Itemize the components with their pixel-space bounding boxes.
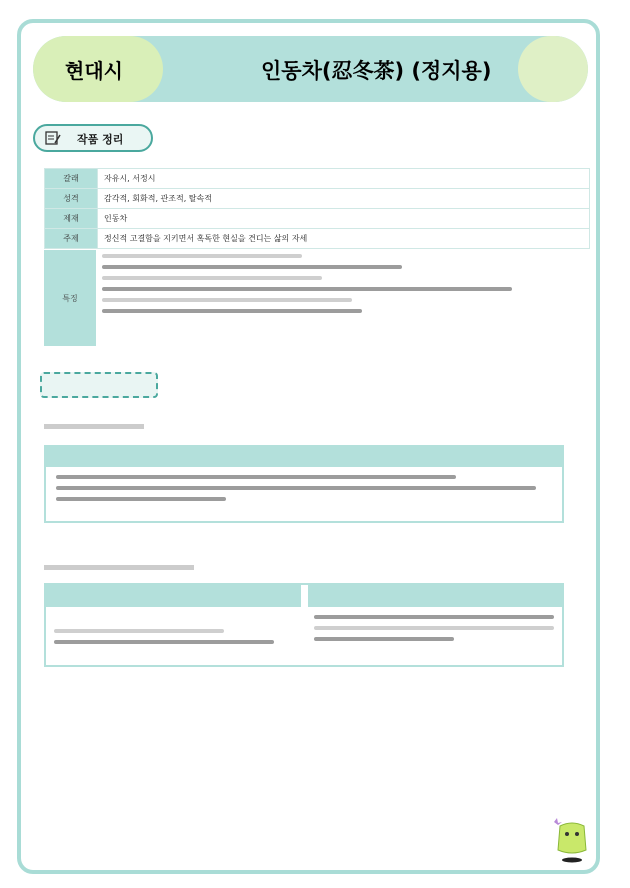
obscured-col-header-right [308,585,562,607]
analysis-section-pill-obscured [40,372,158,398]
mascot-illustration [552,816,592,864]
obscured-box-1 [44,445,564,523]
row-key: 갈래 [45,169,98,189]
obscured-col-right-body [314,615,554,648]
obscured-subheading [44,424,144,429]
summary-section-pill [33,124,153,152]
obscured-col-left-body [54,629,284,651]
category-label: 현대시 [65,59,123,83]
obscured-subheading-2 [44,565,194,570]
obscured-box-header [46,447,562,467]
obscured-col-header-left [46,585,301,607]
features-key: 특징 [44,250,96,346]
row-key: 제재 [45,209,98,229]
table-row [45,229,590,249]
obscured-box-body [46,467,562,516]
row-key: 성격 [45,189,98,209]
banner-right-accent [518,36,588,102]
summary-table [44,168,590,249]
title-banner [33,36,588,102]
row-value: 자유시, 서정시 [98,169,590,189]
memo-pencil-icon [45,130,61,146]
features-block [44,250,590,350]
features-list-obscured [102,254,582,320]
table-row [45,209,590,229]
row-value: 정신적 고결함을 지키면서 혹독한 현실을 견디는 삶의 자세 [98,229,590,249]
poem-title: 인동차(忍冬茶) (정지용) [261,59,492,83]
row-value: 인동차 [98,209,590,229]
table-row [45,169,590,189]
row-value: 감각적, 회화적, 관조적, 탈속적 [98,189,590,209]
summary-section-label: 작품 정리 [77,133,124,146]
table-row [45,189,590,209]
row-key: 주제 [45,229,98,249]
obscured-two-column-box [44,583,564,667]
